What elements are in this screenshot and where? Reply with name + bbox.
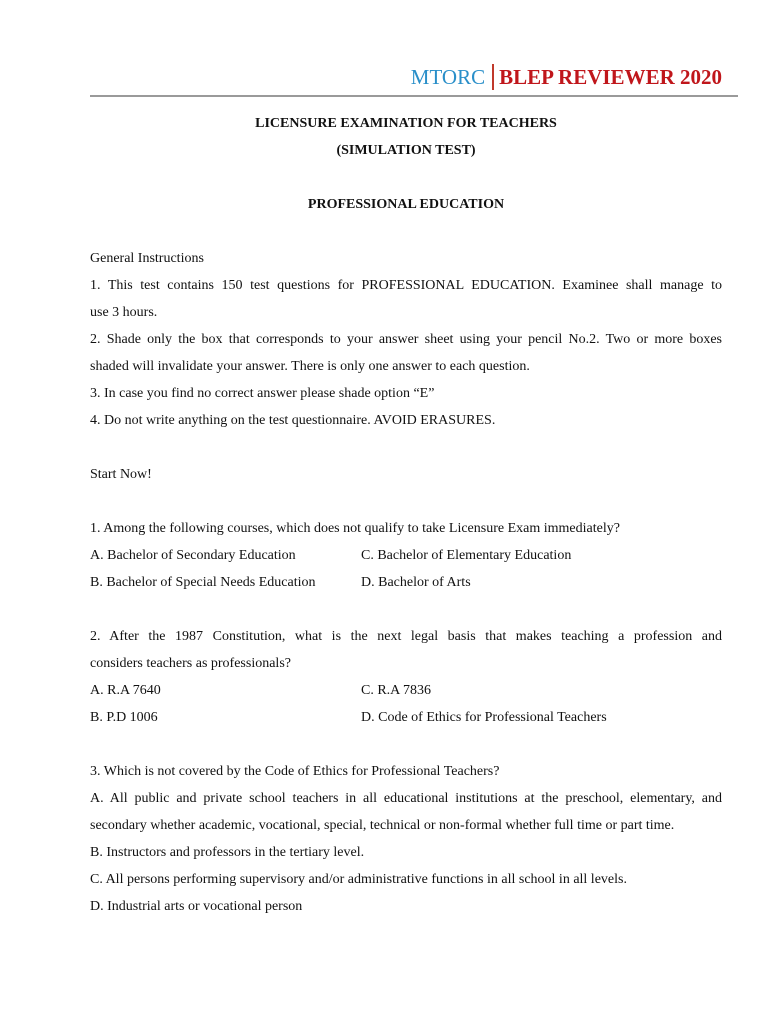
instructions-heading: General Instructions bbox=[90, 251, 204, 266]
question-1-options-row bbox=[90, 542, 722, 569]
spacer bbox=[90, 164, 722, 191]
option-d: D. Code of Ethics for Professional Teachers bbox=[361, 710, 607, 725]
instruction-line: 4. Do not write anything on the test questionnaire. AVOID ERASURES. bbox=[90, 413, 496, 428]
question-2-text-cont: considers teachers as professionals? bbox=[90, 656, 291, 671]
spacer bbox=[90, 218, 722, 245]
spacer bbox=[90, 434, 722, 461]
option-b: B. Bachelor of Special Needs Education bbox=[90, 575, 316, 590]
start-now-text: Start Now! bbox=[90, 467, 152, 482]
option-b: B. Instructors and professors in the tertiary level. bbox=[90, 845, 365, 860]
option-c: C. Bachelor of Elementary Education bbox=[361, 548, 572, 563]
exam-subtitle: (SIMULATION TEST) bbox=[336, 143, 476, 158]
instruction-line: 2. Shade only the box that corresponds to your answer sheet using your pencil No.2. Two or more boxes bbox=[90, 332, 722, 347]
option-d: D. Industrial arts or vocational person bbox=[90, 899, 303, 914]
option-a: A. All public and private school teachers in all educational institutions at the preschool, elementary, and bbox=[90, 791, 722, 806]
option-a-cont: secondary whether academic, vocational, special, technical or non-formal whether full time or part time. bbox=[90, 818, 675, 833]
option-c: C. All persons performing supervisory and/or administrative functions in all school in all levels. bbox=[90, 872, 627, 887]
question-2-options-row bbox=[90, 704, 722, 731]
document-body bbox=[90, 110, 722, 920]
question-1-text: 1. Among the following courses, which does not qualify to take Licensure Exam immediately? bbox=[90, 521, 620, 536]
brand-separator bbox=[492, 64, 494, 90]
header-brand bbox=[411, 64, 722, 90]
exam-title: LICENSURE EXAMINATION FOR TEACHERS bbox=[255, 116, 557, 131]
instruction-line: 1. This test contains 150 test questions for PROFESSIONAL EDUCATION. Examinee shall manage to bbox=[90, 278, 722, 293]
instruction-line: use 3 hours. bbox=[90, 305, 158, 320]
option-d: D. Bachelor of Arts bbox=[361, 575, 471, 590]
question-1-options-row bbox=[90, 569, 722, 596]
question-2-options-row bbox=[90, 677, 722, 704]
instruction-line: shaded will invalidate your answer. There is only one answer to each question. bbox=[90, 359, 530, 374]
option-b: B. P.D 1006 bbox=[90, 710, 158, 725]
subject-title: PROFESSIONAL EDUCATION bbox=[307, 197, 505, 212]
question-3-text: 3. Which is not covered by the Code of Ethics for Professional Teachers? bbox=[90, 764, 500, 779]
spacer bbox=[90, 596, 722, 623]
header-divider bbox=[90, 95, 738, 97]
question-2-text: 2. After the 1987 Constitution, what is the next legal basis that makes teaching a profession and bbox=[90, 629, 722, 644]
option-a: A. R.A 7640 bbox=[90, 683, 161, 698]
brand-reviewer-title: BLEP REVIEWER 2020 bbox=[499, 64, 722, 89]
option-a: A. Bachelor of Secondary Education bbox=[90, 548, 296, 563]
spacer bbox=[90, 488, 722, 515]
spacer bbox=[90, 731, 722, 758]
option-c: C. R.A 7836 bbox=[361, 683, 432, 698]
instruction-line: 3. In case you find no correct answer please shade option “E” bbox=[90, 386, 435, 401]
brand-mtorc: MTORC bbox=[410, 64, 486, 89]
